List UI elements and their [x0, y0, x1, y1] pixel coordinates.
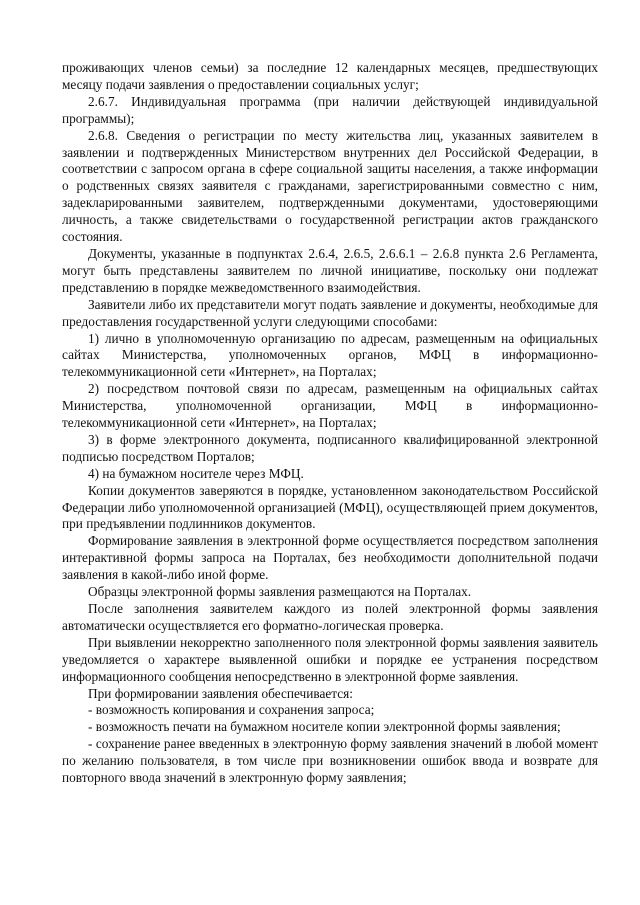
paragraph: Образцы электронной формы заявления размещаются на Порталах.	[88, 584, 472, 600]
paragraph: 2.6.7. Индивидуальная программа (при наличии действующей индивидуальной программы);	[62, 93, 598, 126]
paragraph: Документы, указанные в подпунктах 2.6.4, 2.6.5, 2.6.6.1 – 2.6.8 пункта 2.6 Регламента, могут быть представлены заявителем по личной инициативе, поскольку они подлежат представлению в порядке межведомственного взаимодействия.	[62, 245, 598, 295]
paragraph: Копии документов заверяются в порядке, установленном законодательством Российской Федерации либо уполномоченной организацией (МФЦ), осуществляющей прием документов, при предъявлении подлинников документов.	[62, 482, 598, 532]
paragraph: проживающих членов семьи) за последние 12 календарных месяцев, предшествующих месяцу подачи заявления о предоставлении социальных услуг;	[62, 60, 598, 92]
paragraph: После заполнения заявителем каждого из полей электронной формы заявления автоматически осуществляется его форматно-логическая проверка.	[62, 601, 598, 633]
paragraph: - возможность печати на бумажном носителе копии электронной формы заявления;	[88, 719, 561, 735]
paragraph: 2) посредством почтовой связи по адресам, размещенным на официальных сайтах Министерства, уполномоченной организации, МФЦ в информационно-телекоммуникационной сети «Интернет», на Порталах;	[62, 381, 598, 431]
paragraph: Формирование заявления в электронной форме осуществляется посредством заполнения интерактивной формы запроса на Порталах, без необходимости дополнительной подачи заявления в какой-либо иной форме.	[62, 533, 598, 583]
paragraph: 2.6.8. Сведения о регистрации по месту жительства лиц, указанных заявителем в заявлении и подтвержденных Министерством внутренних дел Российской Федерации, в соответствии с запросом органа в сфере социальной защиты населения, а также информации о родственных связях заявителя с гражданами, зарегистрированными совместно с ним, задекларированными заявителем, подтвержденными документами, удостоверяющими личность, а также свидетельствами о государственной регистрации актов гражданского состояния.	[62, 127, 598, 245]
paragraph: 1) лично в уполномоченную организацию по адресам, размещенным на официальных сайтах Министерства, уполномоченных органов, МФЦ в информационно-телекоммуникационной сети «Интернет», на Порталах;	[62, 330, 598, 380]
paragraph: - сохранение ранее введенных в электронную форму заявления значений в любой момент по желанию пользователя, в том числе при возникновении ошибок ввода и возврате для повторного ввода значений в электронную форму заявления;	[62, 736, 598, 786]
paragraph: 3) в форме электронного документа, подписанного квалифицированной электронной подписью посредством Порталов;	[62, 431, 598, 464]
paragraph: При выявлении некорректно заполненного поля электронной формы заявления заявитель уведомляется о характере выявленной ошибки и порядке ее устранения посредством информационного сообщения непосредственно в электронной форме заявления.	[62, 634, 598, 684]
paragraph: Заявители либо их представители могут подать заявление и документы, необходимые для предоставления государственной услуги следующими способами:	[62, 296, 598, 329]
paragraph: - возможность копирования и сохранения запроса;	[88, 702, 375, 718]
document-body	[62, 60, 598, 787]
paragraph: 4) на бумажном носителе через МФЦ.	[88, 465, 304, 481]
paragraph: При формировании заявления обеспечивается:	[88, 685, 353, 701]
